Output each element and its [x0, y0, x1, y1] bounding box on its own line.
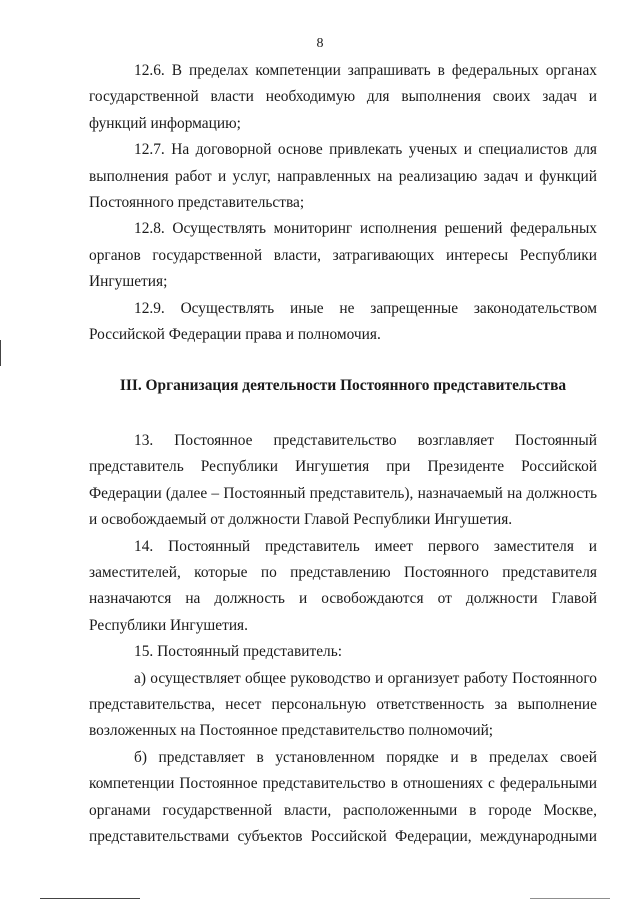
paragraph-12-7: 12.7. На договорной основе привлекать ученых и специалистов для выполнения работ и услуг, направленных на реализацию задач и функций Постоянного представительства; [89, 141, 597, 212]
paragraph-15-a: а) осуществляет общее руководство и организует работу Постоянного представительства, несет персональную ответственность за выполнение возложенных на Постоянное представительство полномочий; [89, 669, 597, 740]
page-number: 8 [316, 36, 324, 51]
document-body [89, 58, 597, 850]
paragraph-12-6: 12.6. В пределах компетенции запрашивать в федеральных органах государственной власти необходимую для выполнения своих задач и функций информацию; [89, 62, 597, 132]
scan-artifact-bottom-right [530, 898, 610, 899]
paragraph-15-b: б) представляет в установленном порядке и в пределах своей компетенции Постоянное представительство в отношениях с федеральными органами государственной власти, расположенными в городе Москве, представительствами субъектов Российской Федерации, международными [89, 748, 597, 845]
scan-artifact-left-edge [0, 340, 1, 366]
scan-artifact-bottom-left [40, 898, 140, 899]
paragraph-12-8: 12.8. Осуществлять мониторинг исполнения решений федеральных органов государственной власти, затрагивающих интересы Республики Ингушетия; [89, 220, 597, 291]
paragraph-15: 15. Постоянный представитель: [134, 643, 343, 661]
paragraph-13: 13. Постоянное представительство возглавляет Постоянный представитель Республики Ингушетия при Президенте Российской Федерации (далее – Постоянный представитель), назначаемый на должность и освобождаемый от должности Главой Республики Ингушетия. [89, 431, 597, 529]
section-heading: III. Организация деятельности Постоянного представительства [119, 377, 567, 395]
paragraph-12-9: 12.9. Осуществлять иные не запрещенные законодательством Российской Федерации права и полномочия. [89, 299, 597, 344]
paragraph-14: 14. Постоянный представитель имеет первого заместителя и заместителей, которые по представлению Постоянного представителя назначаются на должность и освобождаются от должности Главой Республики Ингушетия. [89, 537, 597, 634]
